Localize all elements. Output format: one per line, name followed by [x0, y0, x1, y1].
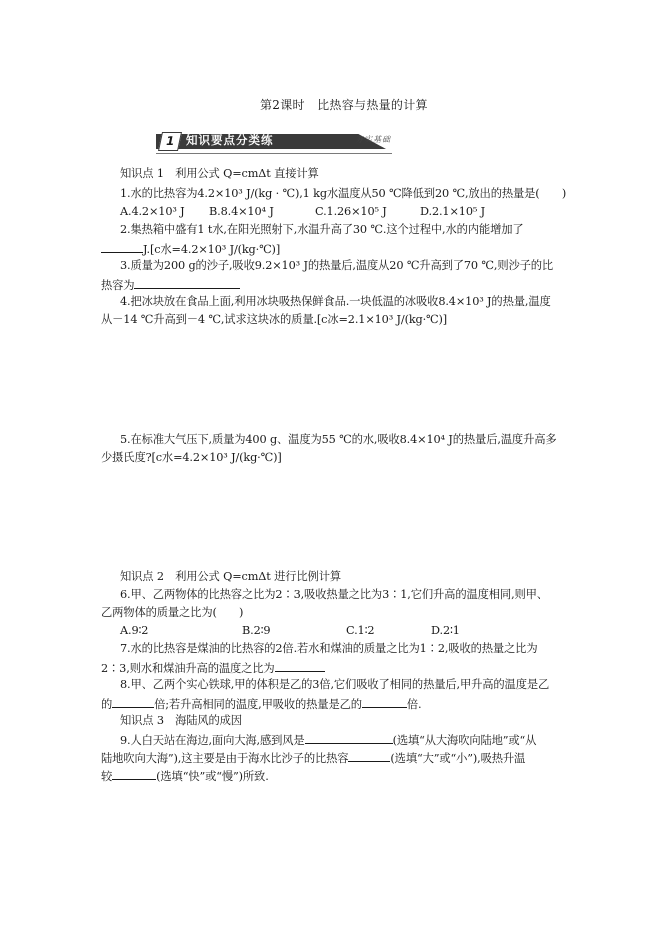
q1-option-c: C.1.26×10⁵ J — [315, 205, 387, 218]
q1-option-b: B.8.4×10⁴ J — [209, 205, 274, 218]
q1-stem: 1.水的比热容为4.2×10³ J/(kg · ℃),1 kg水温度从50 ℃降低到20 ℃,放出的热量是( ) — [120, 187, 567, 200]
q1-option-a: A.4.2×10³ J — [120, 205, 185, 218]
q9-line3b: (选填“快”或“慢”)所致. — [156, 770, 269, 783]
q8-answer-blank-2[interactable] — [362, 696, 407, 708]
q9-line1 — [120, 732, 536, 748]
q9-line2 — [101, 750, 525, 766]
q6-option-b: B.2∶9 — [242, 624, 271, 637]
q7-answer-blank[interactable] — [275, 660, 325, 672]
banner-underline — [156, 153, 392, 154]
section-banner — [156, 132, 392, 160]
q4-line2: 从－14 ℃升高到－4 ℃,试求这块冰的质量.[c冰=2.1×10³ J/(kg·℃)] — [101, 313, 448, 326]
q9-answer-blank-3[interactable] — [112, 768, 156, 780]
q8-line2a: 的 — [101, 698, 113, 711]
q2-answer-blank[interactable] — [101, 241, 143, 253]
banner-tag: 夯实基础 — [355, 135, 391, 144]
q3-line2-text: 热容为 — [101, 279, 135, 292]
page-title: 第2课时 比热容与热量的计算 — [260, 98, 428, 112]
q7-line2-text: 2∶3,则水和煤油升高的温度之比为 — [101, 662, 275, 675]
q5-line1: 5.在标准大气压下,质量为400 g、温度为55 ℃的水,吸收8.4×10⁴ J的热量后,温度升高多 — [120, 433, 557, 446]
q3-answer-blank[interactable] — [134, 277, 240, 289]
q9-line2b: (选填“大”或“小”),吸热升温 — [390, 752, 526, 765]
banner-number: 1 — [158, 132, 182, 151]
q2-line2-text: J.[c水=4.2×10³ J/(kg·℃)] — [143, 243, 281, 256]
q4-line1: 4.把冰块放在食品上面,利用冰块吸热保鲜食品.一块低温的冰吸收8.4×10³ J的热量,温度 — [120, 295, 551, 308]
q3-line2 — [101, 277, 240, 293]
q6-option-c: C.1∶2 — [346, 624, 375, 637]
section3-heading: 知识点 3 海陆风的成因 — [120, 714, 242, 727]
q6-line2: 乙两物体的质量之比为( ) — [101, 606, 244, 619]
q7-line1: 7.水的比热容是煤油的比热容的2倍.若水和煤油的质量之比为1∶2,吸收的热量之比为 — [120, 642, 538, 655]
q9-line1b: (选填“从大海吹向陆地”或“从 — [392, 734, 537, 747]
q8-line2b: 倍;若升高相同的温度,甲吸收的热量是乙的 — [154, 698, 362, 711]
q3-line1: 3.质量为200 g的沙子,吸收9.2×10³ J的热量后,温度从20 ℃升高到了70 ℃,则沙子的比 — [120, 259, 554, 272]
q9-answer-blank-1[interactable] — [305, 732, 393, 744]
q8-answer-blank-1[interactable] — [112, 696, 154, 708]
q6-option-d: D.2∶1 — [431, 624, 460, 637]
q9-line3 — [101, 768, 269, 784]
q8-line2c: 倍. — [406, 698, 422, 711]
q8-line1: 8.甲、乙两个实心铁球,甲的体积是乙的3倍,它们吸收了相同的热量后,甲升高的温度是乙 — [120, 678, 550, 691]
q9-line3a: 较 — [101, 770, 113, 783]
q2-line2 — [101, 241, 280, 257]
section1-heading: 知识点 1 利用公式 Q=cmΔt 直接计算 — [120, 167, 319, 180]
q1-option-d: D.2.1×10⁵ J — [420, 205, 486, 218]
section2-heading: 知识点 2 利用公式 Q=cmΔt 进行比例计算 — [120, 570, 341, 583]
q5-line2: 少摄氏度?[c水=4.2×10³ J/(kg·℃)] — [101, 451, 282, 464]
banner-title: 知识要点分类练 — [186, 133, 274, 147]
q9-line2a: 陆地吹向大海”),这主要是由于海水比沙子的比热容 — [101, 752, 349, 765]
q9-line1a: 9.人白天站在海边,面向大海,感到风是 — [120, 734, 305, 747]
q2-line1: 2.集热箱中盛有1 t水,在阳光照射下,水温升高了30 ℃.这个过程中,水的内能增加了 — [120, 223, 524, 236]
q7-line2 — [101, 660, 325, 676]
q9-answer-blank-2[interactable] — [348, 750, 390, 762]
q6-line1: 6.甲、乙两物体的比热容之比为2∶3,吸收热量之比为3∶1,它们升高的温度相同,则甲、 — [120, 588, 548, 601]
q8-line2 — [101, 696, 422, 712]
q6-option-a: A.9∶2 — [120, 624, 149, 637]
